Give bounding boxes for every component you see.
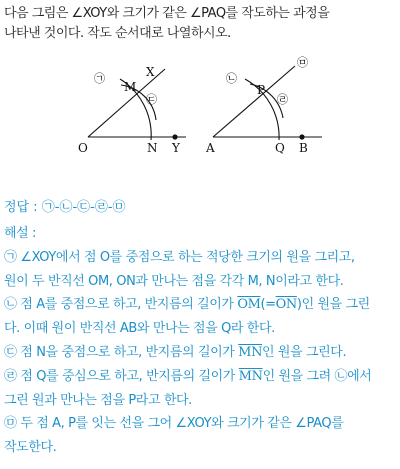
solution-line-3-end: )인 원을 그린 [296,297,370,313]
solution-line-4: 다. 이때 원이 반직선 AB와 만나는 점을 Q라 한다. [4,321,275,337]
solution-title: 해설 : [4,226,37,241]
label-x: X [146,65,155,79]
answer-label: 정답 : [4,200,38,215]
label-p: P [257,83,266,97]
question-text [4,4,398,44]
label-b: B [299,141,308,155]
label-n: N [147,141,158,155]
marker-g1: ㉠ [94,72,105,85]
label-m: M [124,80,137,94]
solution-line-7: 그린 원과 만나는 점을 P라고 한다. [4,392,192,408]
label-q: Q [275,141,285,155]
solution-line-6 [4,365,398,389]
segment-om: $\overline{OM}$ [237,297,261,313]
solution-line-3 [4,293,398,317]
solution-line-3-text: ㉡ 점 A를 중점으로 하고, 반지름의 길이가 [4,297,238,313]
answer-value: ㉠-㉡-㉢-㉣-㉤ [41,200,126,215]
answer-line [4,196,126,215]
solution-line-6-end: 인 원을 그려 ㉡에서 [262,368,372,384]
solution-line-3-mid: (= [260,297,276,313]
solution-line-1: ㉠ ∠XOY에서 점 O를 중점으로 하는 적당한 크기의 원을 그리고, [4,249,355,265]
segment-on: $\overline{ON}$ [275,297,297,313]
solution-line-6-text: ㉣ 점 Q를 중심으로 하고, 반지름의 길이가 [4,368,239,384]
marker-g3: ㉢ [146,93,157,106]
point-y [172,134,177,139]
point-b [299,134,304,139]
marker-g4: ㉣ [277,93,288,106]
solution-line-9: 작도한다. [4,440,57,456]
question-line-1: 다음 그림은 ∠XOY와 크기가 같은 ∠PAQ를 작도하는 과정을 [4,6,330,21]
segment-mn-2: $\overline{MN}$ [238,368,263,384]
label-o: O [78,141,88,155]
solution-block [4,222,398,460]
marker-g2: ㉡ [226,72,237,85]
label-y: Y [172,141,180,155]
question-line-2: 나타낸 것이다. 작도 순서대로 나열하시오. [4,26,231,41]
segment-mn: $\overline{MN}$ [238,344,263,360]
marker-g5: ㉤ [297,56,308,69]
solution-line-5 [4,341,398,365]
solution-line-5-text: ㉢ 점 N을 중점으로 하고, 반지름의 길이가 [4,344,239,360]
solution-line-2: 원이 두 반직선 OM, ON과 만나는 점을 각각 M, N이라고 한다. [4,273,344,289]
construction-figure [0,52,400,162]
label-a: A [206,141,215,155]
solution-line-8: ㉤ 두 점 A, P를 잇는 선을 그어 ∠XOY와 크기가 같은 ∠PAQ를 [4,416,344,432]
solution-line-5-end: 인 원을 그린다. [262,344,347,360]
